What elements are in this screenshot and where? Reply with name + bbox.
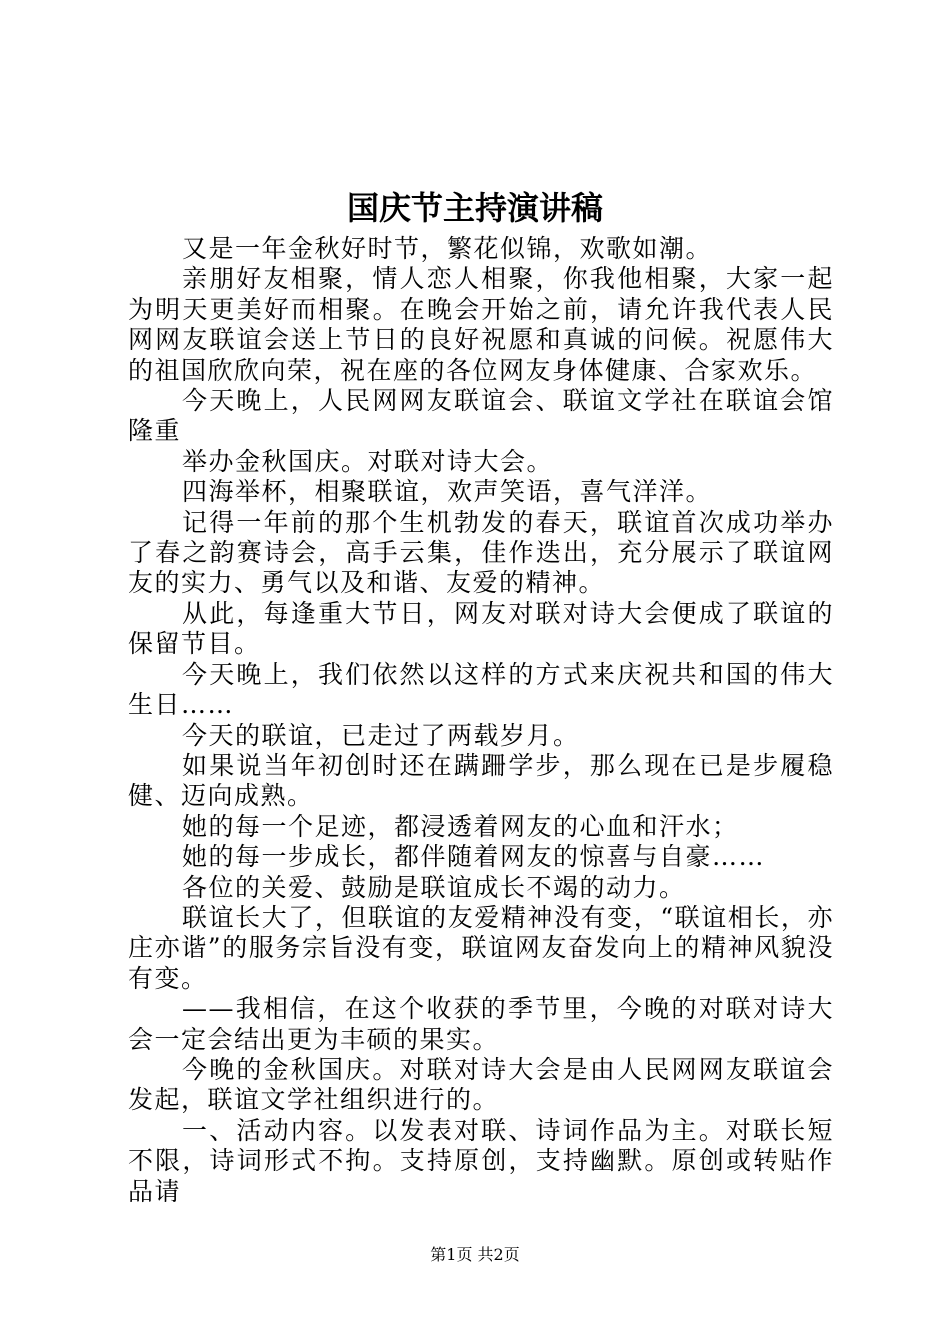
- paragraph: 亲朋好友相聚，情人恋人相聚，你我他相聚，大家一起为明天更美好而相聚。在晚会开始之前，请允许我代表人民网网友联谊会送上节日的良好祝愿和真诚的问候。祝愿伟大的祖国欣欣向荣，祝在座的各位网友身体健康、合家欢乐。: [128, 264, 834, 385]
- paragraph: ——我相信，在这个收获的季节里，今晚的对联对诗大会一定会结出更为丰硕的果实。: [128, 994, 834, 1054]
- paragraph: 四海举杯，相聚联谊，欢声笑语，喜气洋洋。: [182, 477, 713, 507]
- page-indicator: 第1页 共2页: [430, 1245, 520, 1264]
- paragraph: 举办金秋国庆。对联对诗大会。: [182, 446, 554, 476]
- paragraph: 一、活动内容。以发表对联、诗词作品为主。对联长短不限，诗词形式不拘。支持原创，支持幽默。原创或转贴作品请: [128, 1115, 834, 1206]
- paragraph: 又是一年金秋好时节，繁花似锦，欢歌如潮。: [182, 234, 713, 263]
- paragraph: 她的每一步成长，都伴随着网友的惊喜与自豪……: [182, 842, 766, 872]
- paragraph: 各位的关爱、鼓励是联谊成长不竭的动力。: [182, 872, 686, 902]
- paragraph: 今天晚上，我们依然以这样的方式来庆祝共和国的伟大生日……: [128, 659, 834, 720]
- paragraph: 从此，每逢重大节日，网友对联对诗大会便成了联谊的保留节目。: [128, 598, 834, 659]
- paragraph: 今天的联谊，已走过了两载岁月。: [182, 720, 580, 750]
- paragraph: 联谊长大了，但联谊的友爱精神没有变，“联谊相长，亦庄亦谐”的服务宗旨没有变，联谊网友奋发向上的精神风貌没有变。: [128, 902, 834, 993]
- paragraph: 她的每一个足迹，都浸透着网友的心血和汗水；: [182, 811, 739, 841]
- paragraph: 如果说当年初创时还在蹒跚学步，那么现在已是步履稳健、迈向成熟。: [128, 750, 834, 811]
- paragraph: 记得一年前的那个生机勃发的春天，联谊首次成功举办了春之韵赛诗会，高手云集，佳作迭出，充分展示了联谊网友的实力、勇气以及和谐、友爱的精神。: [128, 507, 834, 598]
- document-body: [128, 234, 834, 1207]
- page-title: 国庆节主持演讲稿: [346, 189, 603, 227]
- paragraph: 今天晚上，人民网网友联谊会、联谊文学社在联谊会馆隆重: [128, 386, 834, 446]
- paragraph: 今晚的金秋国庆。对联对诗大会是由人民网网友联谊会发起，联谊文学社组织进行的。: [128, 1054, 834, 1115]
